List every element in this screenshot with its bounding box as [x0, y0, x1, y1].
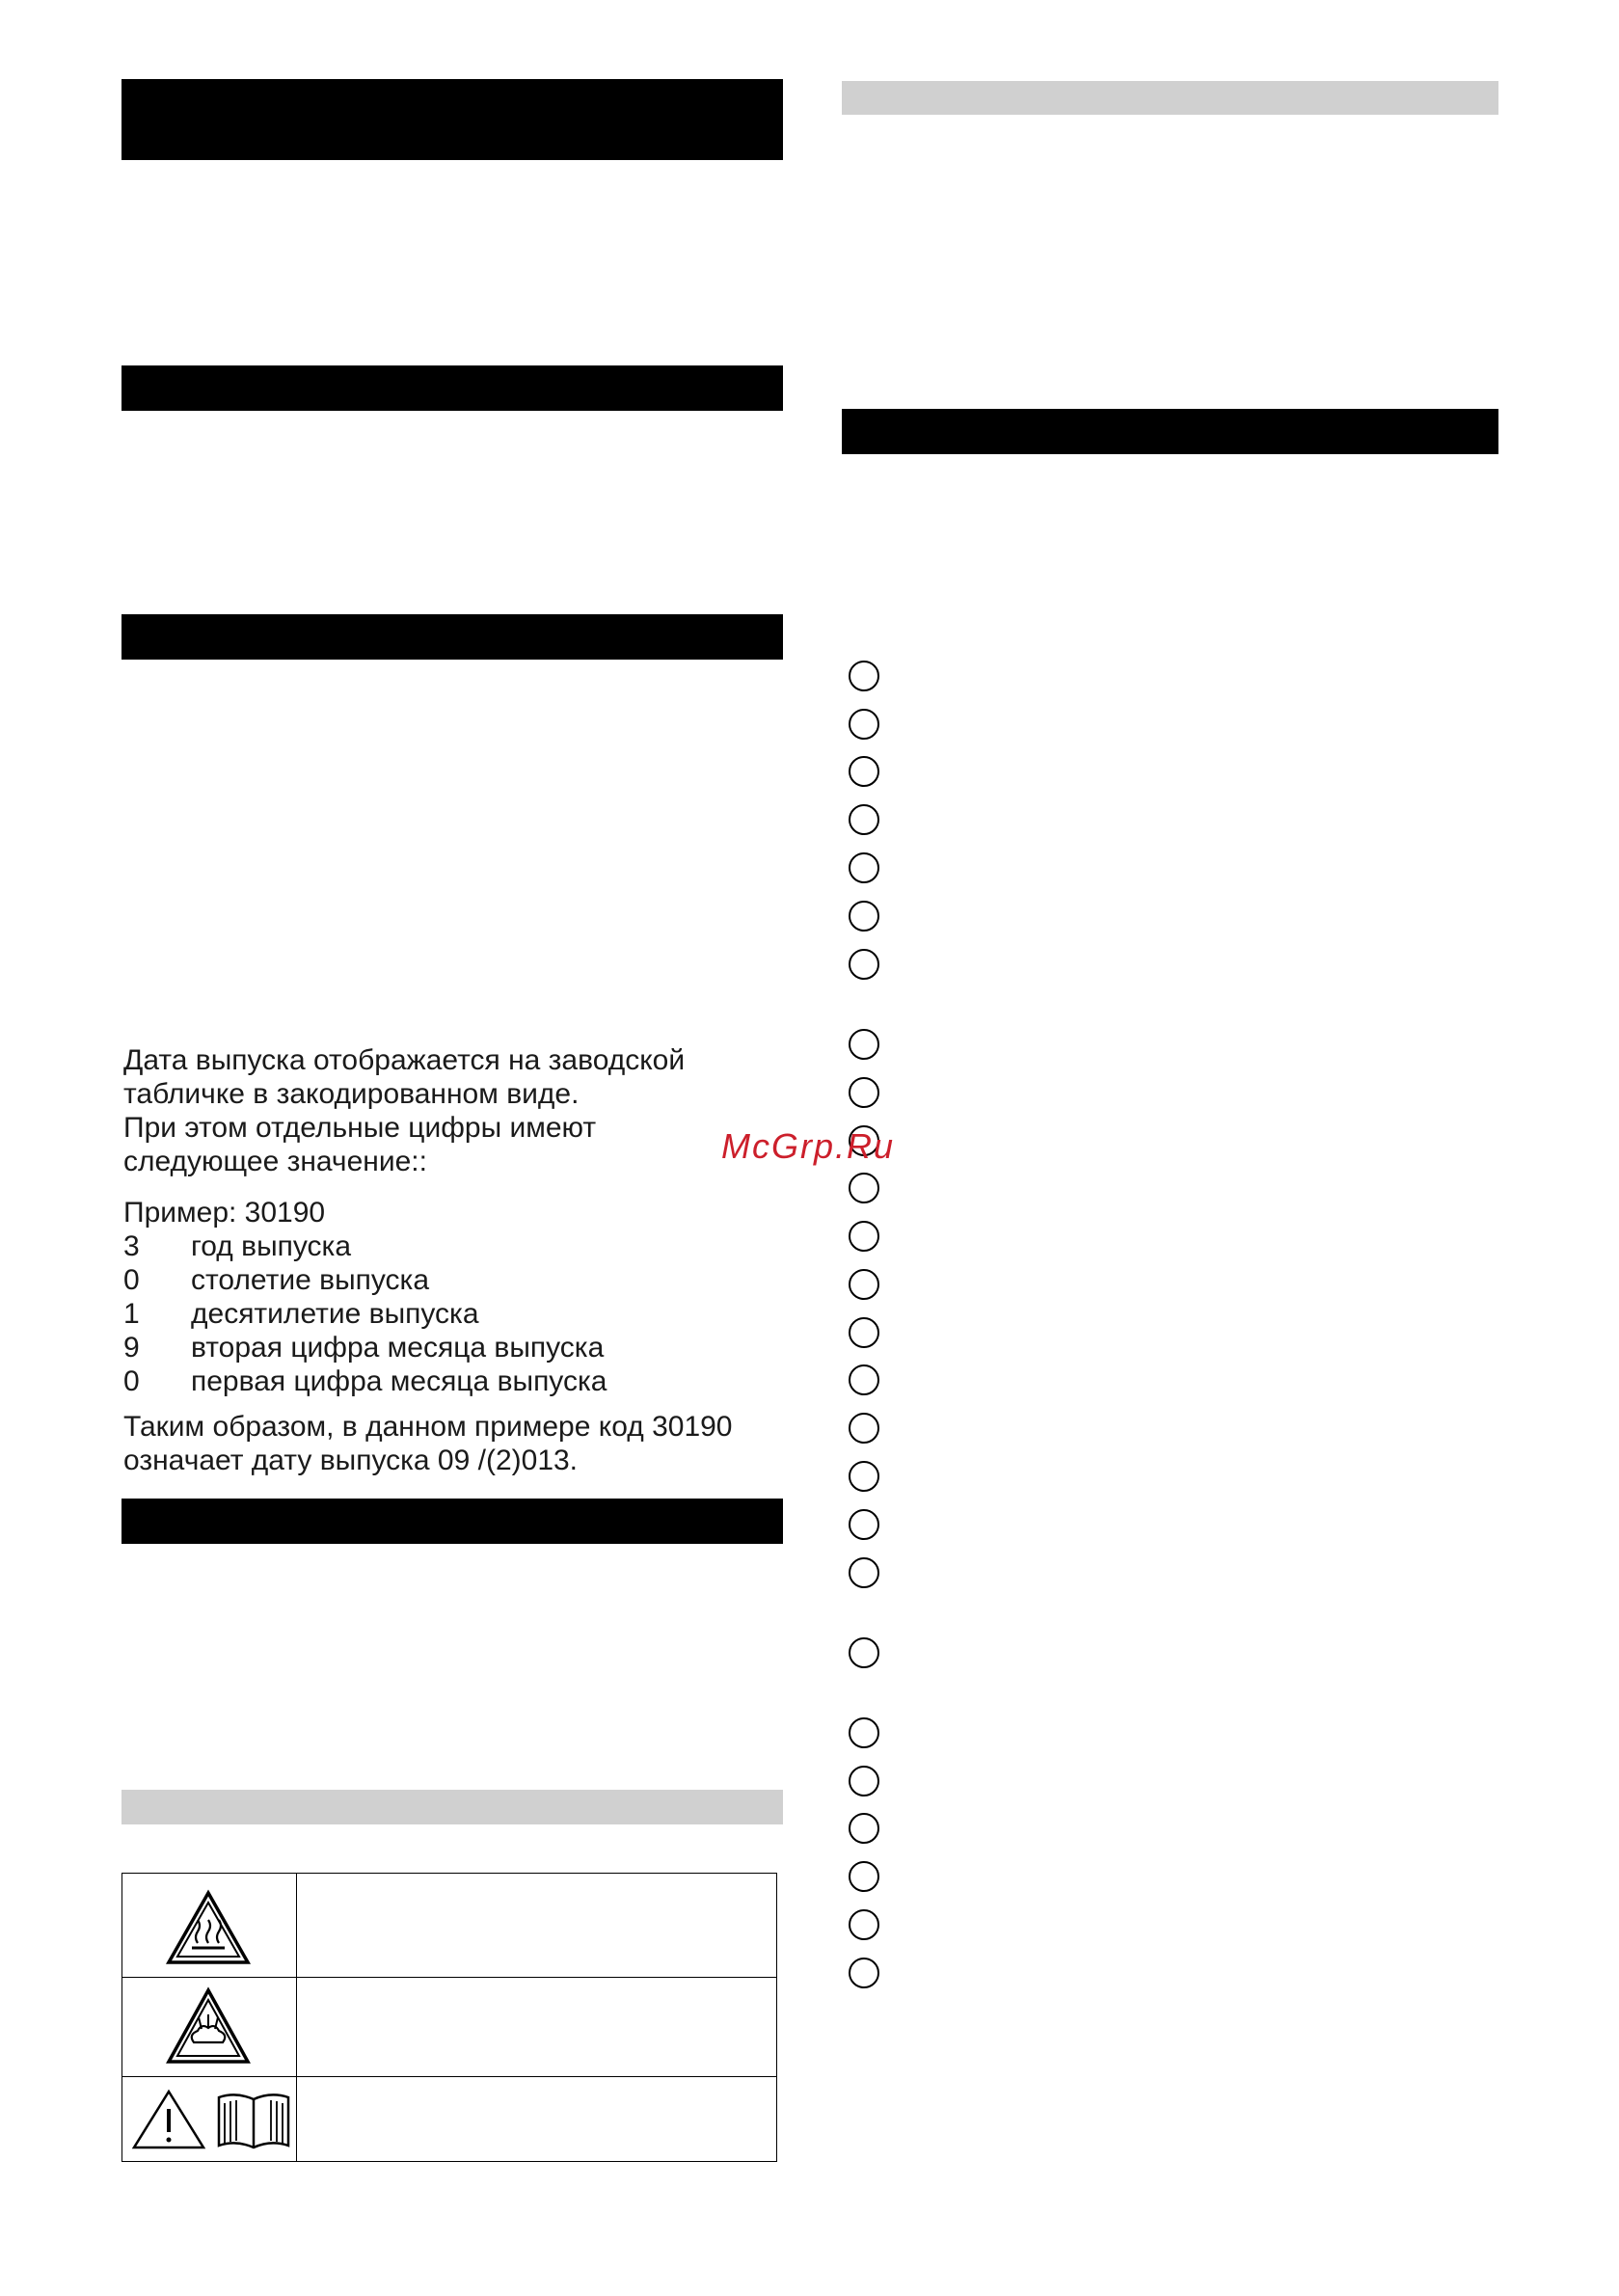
example-label: Пример: 30190	[123, 1197, 326, 1229]
code-meaning: первая цифра месяца выпуска	[191, 1365, 607, 1397]
callout-circle	[849, 1766, 879, 1796]
callout-circle	[849, 1861, 879, 1892]
intro-line: следующее значение::	[123, 1146, 427, 1177]
intro-line: При этом отдельные цифры имеют	[123, 1112, 597, 1144]
callout-circle	[849, 1269, 879, 1300]
intro-line: табличке в закодированном виде.	[123, 1078, 580, 1110]
symbol-row	[122, 1874, 776, 1978]
watermark: McGrp.Ru	[721, 1126, 896, 1166]
symbols-table	[121, 1873, 777, 2162]
code-meaning: десятилетие выпуска	[191, 1298, 479, 1330]
callout-circle	[849, 709, 879, 740]
callout-circle	[849, 1413, 879, 1444]
callout-circle	[849, 1173, 879, 1203]
symbol-icon-cell	[122, 1874, 297, 1977]
callout-circle	[849, 1221, 879, 1252]
callout-circle	[849, 1077, 879, 1108]
section-header-bar-1	[121, 79, 783, 160]
code-digit: 1	[123, 1298, 140, 1330]
callout-circle	[849, 1637, 879, 1668]
callout-circle	[849, 1717, 879, 1748]
code-meaning: год выпуска	[191, 1230, 352, 1262]
symbol-icon-cell	[122, 1977, 297, 2076]
callout-circle	[849, 1317, 879, 1348]
production-date-conclusion	[123, 1410, 779, 1477]
code-row	[123, 1263, 779, 1297]
callout-circle	[849, 1557, 879, 1588]
code-meaning: столетие выпуска	[191, 1264, 430, 1296]
code-digit: 0	[123, 1264, 140, 1296]
code-row	[123, 1229, 779, 1263]
callout-circle	[849, 949, 879, 980]
callout-circle	[849, 1461, 879, 1492]
code-digit: 9	[123, 1332, 140, 1364]
conclusion-line: Таким образом, в данном примере код 30190	[123, 1411, 733, 1443]
callout-circle	[849, 1958, 879, 1988]
callout-circle	[849, 1364, 879, 1395]
callout-circle	[849, 804, 879, 835]
section-header-bar-2	[121, 365, 783, 411]
callout-circle	[849, 1909, 879, 1940]
intro-line: Дата выпуска отображается на заводской	[123, 1044, 686, 1076]
section-header-bar-3	[121, 614, 783, 660]
right-subsection-header-bar	[842, 81, 1498, 115]
callout-circle	[849, 1509, 879, 1540]
read-manual-warning-icon	[130, 2088, 290, 2151]
callout-circle	[849, 756, 879, 787]
section-header-bar-4	[121, 1499, 783, 1544]
code-digit: 0	[123, 1365, 140, 1397]
hot-surface-warning-icon	[165, 1889, 252, 1966]
code-meaning: вторая цифра месяца выпуска	[191, 1332, 605, 1364]
symbol-row	[122, 1977, 776, 2077]
callout-circle	[849, 901, 879, 932]
callout-circle	[849, 1029, 879, 1060]
symbol-icon-cell	[122, 2076, 297, 2161]
code-row	[123, 1297, 779, 1331]
subsection-header-bar	[121, 1790, 783, 1824]
code-row	[123, 1364, 779, 1398]
callout-circle	[849, 661, 879, 691]
callout-circle	[849, 852, 879, 883]
code-digit: 3	[123, 1230, 140, 1262]
conclusion-line: означает дату выпуска 09 /(2)013.	[123, 1445, 579, 1476]
steam-warning-icon	[165, 1986, 252, 2066]
production-date-example	[123, 1196, 779, 1398]
symbol-row	[122, 2076, 776, 2161]
code-row	[123, 1331, 779, 1364]
production-date-intro	[123, 1043, 779, 1178]
right-section-header-bar	[842, 409, 1498, 454]
callout-circle	[849, 1813, 879, 1844]
